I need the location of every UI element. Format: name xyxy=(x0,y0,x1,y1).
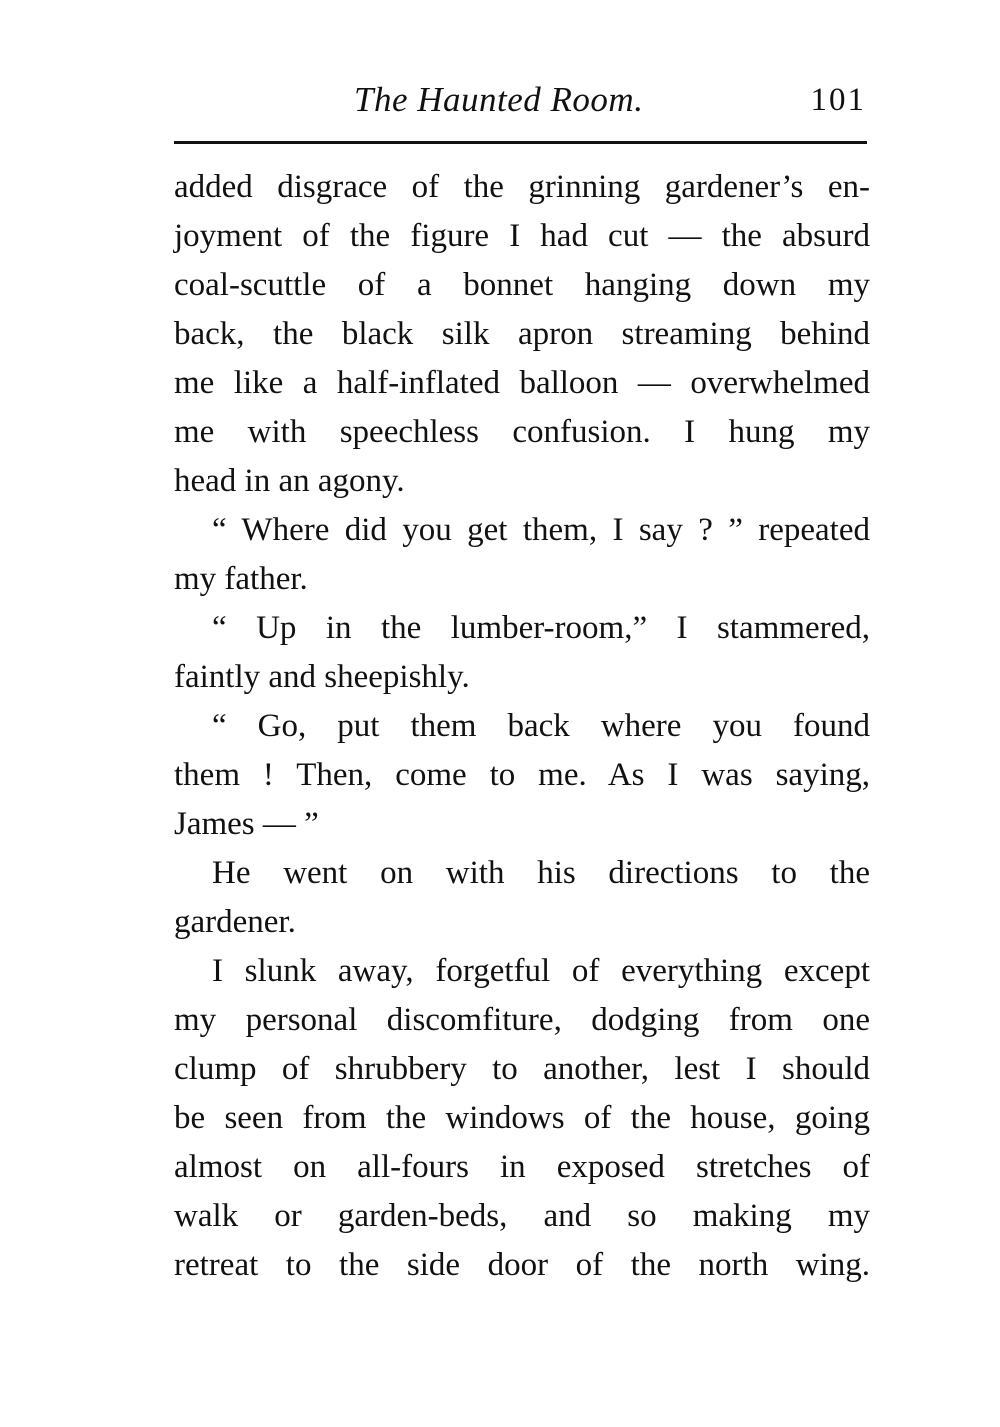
text-line: me like a half-inflated balloon — overwhelmed xyxy=(174,365,870,401)
text-line: be seen from the windows of the house, going xyxy=(174,1100,870,1136)
text-line: He went on with his directions to the xyxy=(212,855,870,891)
text-line: I slunk away, forgetful of everything except xyxy=(212,953,870,989)
text-line: “ Up in the lumber-room,” I stammered, xyxy=(212,610,870,646)
text-line: back, the black silk apron streaming behind xyxy=(174,316,870,352)
text-line: me with speechless confusion. I hung my xyxy=(174,414,870,450)
text-line: “ Go, put them back where you found xyxy=(212,708,870,744)
text-line: almost on all-fours in exposed stretches of xyxy=(174,1149,870,1185)
body-text xyxy=(174,163,870,1290)
text-line: “ Where did you get them, I say ? ” repeated xyxy=(212,512,870,548)
text-line: gardener. xyxy=(174,904,296,940)
text-line: clump of shrubbery to another, lest I should xyxy=(174,1051,870,1087)
text-line: my personal discomfiture, dodging from one xyxy=(174,1002,870,1038)
text-line: my father. xyxy=(174,561,308,597)
text-line: walk or garden-beds, and so making my xyxy=(174,1198,870,1234)
text-line: faintly and sheepishly. xyxy=(174,659,470,695)
text-line: coal-scuttle of a bonnet hanging down my xyxy=(174,267,870,303)
text-line: retreat to the side door of the north wing. xyxy=(174,1247,870,1283)
text-line: James — ” xyxy=(174,806,319,842)
page-number: 101 xyxy=(810,82,866,118)
text-line: them ! Then, come to me. As I was saying, xyxy=(174,757,870,793)
running-header xyxy=(174,80,870,128)
text-line: joyment of the figure I had cut — the absurd xyxy=(174,218,870,254)
header-rule xyxy=(174,141,867,144)
text-line: added disgrace of the grinning gardener’s en- xyxy=(174,169,870,205)
text-line: head in an agony. xyxy=(174,463,405,499)
running-title: The Haunted Room. xyxy=(354,80,644,119)
